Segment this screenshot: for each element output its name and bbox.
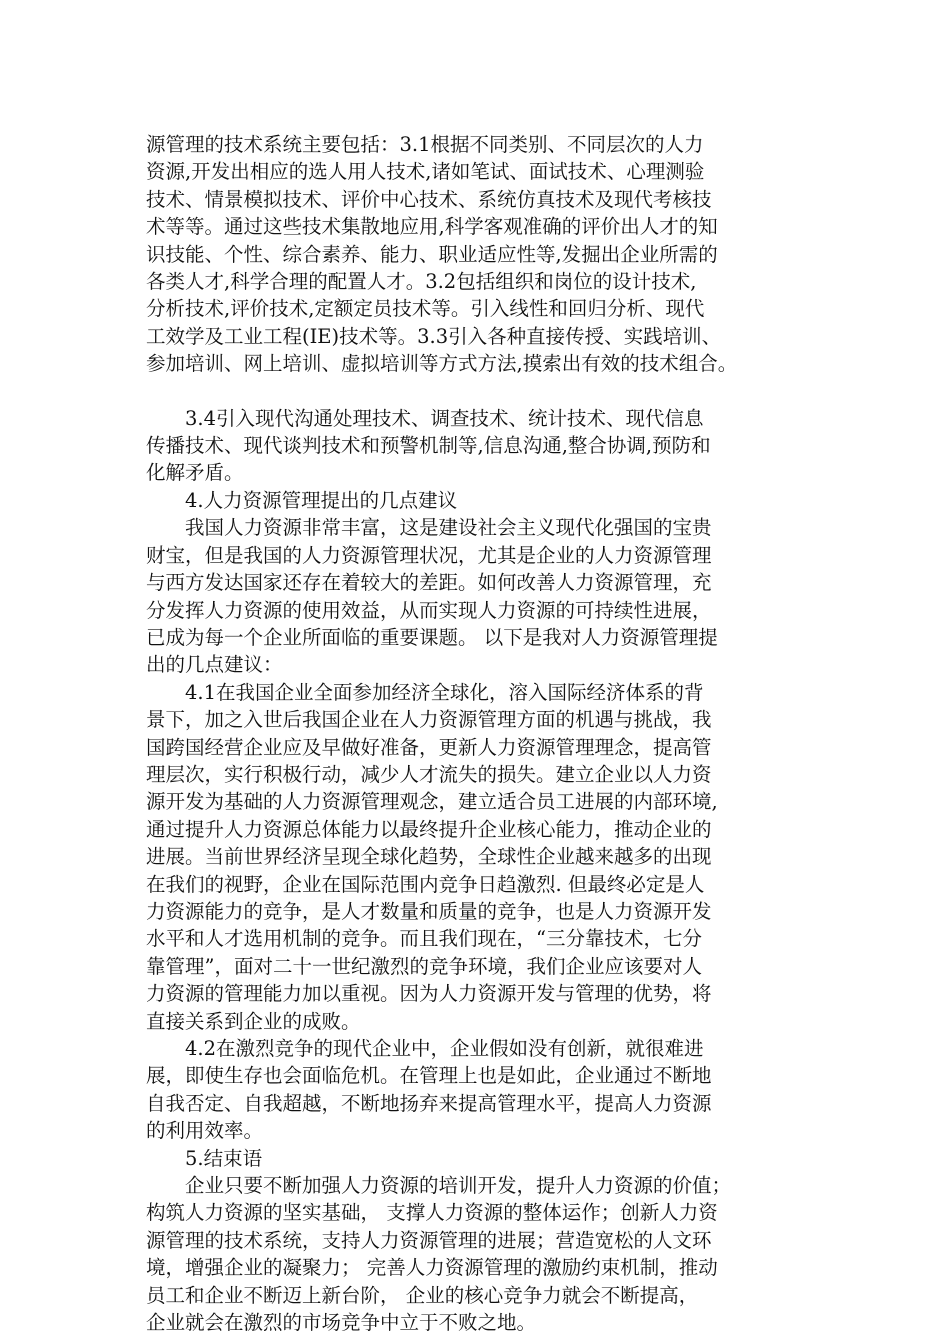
text-line: 的利用效率。	[146, 1119, 264, 1143]
text-line: 进展。当前世界经济呈现全球化趋势，全球性企业越来越多的出现	[146, 845, 712, 869]
section-heading-5	[146, 1145, 826, 1172]
text-line: 传播技术、现代谈判技术和预警机制等,信息沟通,整合协调,预防和	[146, 434, 711, 458]
paragraph-4-2	[146, 1035, 826, 1145]
document-body	[146, 131, 826, 1336]
section-heading-4	[146, 487, 826, 514]
text-line: 水平和人才选用机制的竞争。而且我们现在，“三分靠技术，七分	[146, 927, 702, 951]
text-line: 通过提升人力资源总体能力以最终提升企业核心能力，推动企业的	[146, 817, 712, 841]
text-line: 自我否定、自我超越，不断地扬弃来提高管理水平，提高人力资源	[146, 1091, 712, 1115]
heading-text: 5.结束语	[146, 1146, 263, 1170]
text-line: 力资源的管理能力加以重视。因为人力资源开发与管理的优势，将	[146, 982, 712, 1006]
text-line: 展，即使生存也会面临危机。在管理上也是如此，企业通过不断地	[146, 1064, 712, 1088]
text-line: 源管理的技术系统，支持人力资源管理的进展；营造宽松的人文环	[146, 1228, 712, 1252]
paragraph-3-4	[146, 405, 826, 487]
text-line: 4.1在我国企业全面参加经济全球化，溶入国际经济体系的背	[146, 680, 704, 704]
text-line: 资源,开发出相应的选人用人技术,诸如笔试、面试技术、心理测验	[146, 160, 705, 184]
text-line: 出的几点建议：	[146, 653, 283, 677]
text-line: 4.2在激烈竞争的现代企业中，企业假如没有创新，就很难进	[146, 1037, 704, 1060]
text-line: 直接关系到企业的成败。	[146, 1009, 361, 1033]
text-line: 理层次，实行积极行动，减少人才流失的损失。建立企业以人力资	[146, 762, 712, 786]
text-line: 在我们的视野，企业在国际范围内竞争日趋激烈. 但最终必定是人	[146, 872, 705, 896]
paragraph-4-1	[146, 679, 826, 1035]
text-line: 识技能、个性、综合素养、能力、职业适应性等,发掘出企业所需的	[146, 242, 718, 266]
paragraph-4-intro	[146, 514, 826, 678]
text-line: 分发挥人力资源的使用效益，从而实现人力资源的可持续性进展，	[146, 598, 712, 622]
text-line: 3.4引入现代沟通处理技术、调查技术、统计技术、现代信息	[146, 406, 704, 430]
text-line: 与西方发达国家还存在着较大的差距。如何改善人力资源管理，充	[146, 571, 712, 595]
text-line: 源开发为基础的人力资源管理观念，建立适合员工进展的内部环境,	[146, 790, 718, 814]
text-line: 我国人力资源非常丰富，这是建设社会主义现代化强国的宝贵	[146, 516, 712, 540]
text-line: 员工和企业不断迈上新台阶， 企业的核心竞争力就会不断提高，	[146, 1283, 699, 1307]
paragraph-3-techniques	[146, 131, 826, 378]
text-line: 境，增强企业的凝聚力； 完善人力资源管理的激励约束机制，推动	[146, 1256, 718, 1280]
text-line: 分析技术,评价技术,定额定员技术等。引入线性和回归分析、现代	[146, 297, 705, 321]
text-line: 已成为每一个企业所面临的重要课题。 以下是我对人力资源管理提	[146, 625, 718, 649]
text-line: 企业只要不断加强人力资源的培训开发，提升人力资源的价值；	[146, 1174, 732, 1198]
text-line: 化解矛盾。	[146, 461, 244, 485]
text-line: 力资源能力的竞争，是人才数量和质量的竞争，也是人力资源开发	[146, 899, 712, 923]
paragraph-gap	[146, 378, 826, 405]
text-line: 术等等。通过这些技术集散地应用,科学客观准确的评价出人才的知	[146, 215, 718, 239]
text-line: 源管理的技术系统主要包括：3.1根据不同类别、不同层次的人力	[146, 133, 704, 156]
text-line: 景下，加之入世后我国企业在人力资源管理方面的机遇与挑战，我	[146, 708, 712, 732]
text-line: 参加培训、网上培训、虚拟培训等方式方法,摸索出有效的技术组合。	[146, 352, 738, 376]
text-line: 企业就会在激烈的市场竞争中立于不败之地。	[146, 1311, 537, 1335]
text-line: 各类人才,科学合理的配置人才。3.2包括组织和岗位的设计技术,	[146, 270, 697, 294]
text-line: 构筑人力资源的坚实基础， 支撑人力资源的整体运作；创新人力资	[146, 1201, 718, 1225]
text-line: 财宝，但是我国的人力资源管理状况，尤其是企业的人力资源管理	[146, 543, 712, 567]
heading-text: 4.人力资源管理提出的几点建议	[146, 488, 458, 512]
text-line: 技术、情景模拟技术、评价中心技术、系统仿真技术及现代考核技	[146, 187, 712, 211]
text-line: 国跨国经营企业应及早做好准备，更新人力资源管理理念，提高管	[146, 735, 712, 759]
text-line: 靠管理”，面对二十一世纪激烈的竞争环境，我们企业应该要对人	[146, 954, 702, 978]
text-line: 工效学及工业工程(IE)技术等。3.3引入各种直接传授、实践培训、	[146, 324, 722, 348]
paragraph-conclusion	[146, 1172, 826, 1336]
